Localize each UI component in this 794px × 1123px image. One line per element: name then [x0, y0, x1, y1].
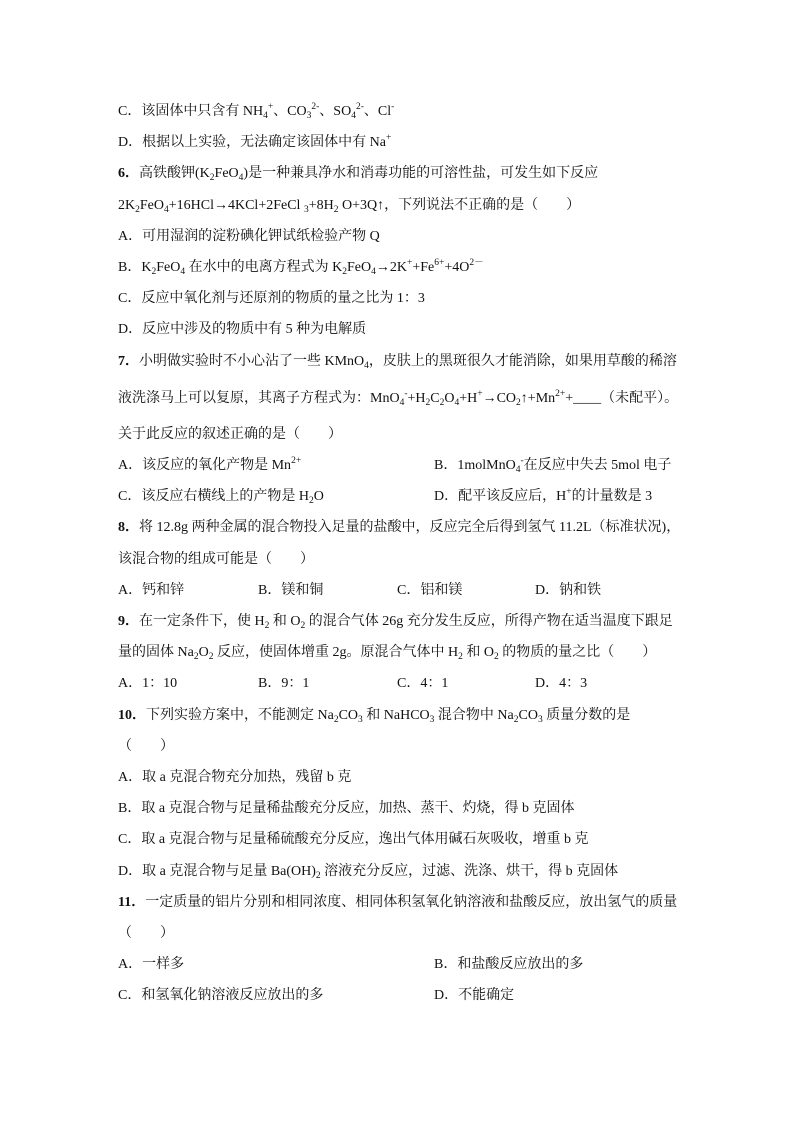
- text-run: 、Cl: [363, 104, 392, 119]
- text-run: 、CO: [273, 104, 307, 119]
- subscript: 4: [180, 266, 186, 277]
- text-run: B．镁和铜: [258, 582, 324, 598]
- text-run: 高铁酸钾(K: [139, 166, 210, 182]
- subscript: 3: [303, 204, 309, 215]
- superscript: +: [267, 102, 274, 112]
- question-options: [118, 762, 794, 887]
- text-run: 在水中的电离方程式为 K: [185, 259, 343, 275]
- subscript: 2: [333, 204, 339, 215]
- question-9: [118, 606, 794, 700]
- question-number: 6．: [118, 166, 139, 182]
- text-run: +8H: [308, 197, 334, 213]
- text-run: CO: [518, 707, 538, 723]
- text-run: 液洗涤马上可以复原，其离子方程式为：MnO: [118, 390, 400, 406]
- text-run: 、SO: [319, 104, 352, 119]
- subscript: 4: [371, 266, 376, 277]
- question-options: [118, 450, 794, 512]
- text-run: D．反应中涉及的物质中有 5 种为电解质: [118, 322, 367, 338]
- question-options: [118, 575, 794, 606]
- text-run: D．取 a 克混合物与足量 Ba(OH): [118, 863, 316, 879]
- option-d: [535, 668, 675, 699]
- text-run: A．1：10: [118, 676, 178, 692]
- option-b: [258, 668, 397, 699]
- question-stem-line: [118, 731, 794, 762]
- option-a: [118, 575, 258, 606]
- option-c: [397, 575, 535, 606]
- question-stem-line: [118, 190, 794, 221]
- text-run: +4O: [444, 259, 470, 275]
- option-a: [118, 949, 434, 980]
- question-options: [118, 221, 794, 346]
- subscript: 3: [429, 714, 435, 725]
- text-run: A．一样多: [118, 957, 185, 973]
- subscript: 2: [513, 714, 519, 725]
- option-d: [118, 314, 794, 345]
- option-b: [118, 252, 794, 283]
- text-run: O+3Q↑，下列说法不正确的是（ ）: [338, 197, 581, 213]
- text-run: +Fe: [412, 259, 435, 275]
- superscript: 2-: [311, 102, 320, 112]
- subscript: 2: [208, 652, 214, 663]
- text-run: C．取 a 克混合物与足量稀硫酸充分反应，逸出气体用碱石灰吸收，增重 b 克: [118, 832, 589, 848]
- text-run: 和 O: [462, 645, 494, 661]
- subscript: 2: [151, 266, 157, 277]
- text-run: FeO: [346, 259, 372, 275]
- subscript: 2: [333, 714, 339, 725]
- question-stem-line: [118, 887, 794, 918]
- question-stem-line: [118, 419, 794, 450]
- text-run: FeO: [214, 166, 239, 182]
- text-run: D．根据以上实验，无法确定该固体中有 Na: [118, 135, 386, 151]
- text-run: 和 NaHCO: [362, 707, 430, 723]
- option-a: [118, 668, 258, 699]
- subscript: 4: [515, 465, 521, 476]
- subscript: 4: [164, 204, 169, 215]
- text-run: +: [565, 390, 574, 406]
- text-run: D．钠和铁: [535, 582, 602, 598]
- subscript: 2: [264, 621, 270, 631]
- text-run: B．取 a 克混合物与足量稀盐酸充分反应，加热、蒸干、灼烧，得 b 克固体: [118, 801, 575, 817]
- text-run: 2K: [118, 197, 136, 213]
- text-run: C．4：1: [397, 676, 449, 692]
- text-run: A．该反应的氧化产物是 Mn: [118, 458, 292, 474]
- text-run: D．4：3: [535, 676, 588, 692]
- text-run: 质量分数的是: [542, 707, 631, 723]
- question-number: 7．: [118, 353, 139, 369]
- option-b: [434, 949, 734, 980]
- text-run: A．取 a 克混合物充分加热，残留 b 克: [118, 769, 352, 785]
- subscript: 3: [358, 714, 363, 725]
- subscript: 2: [439, 397, 445, 408]
- question-stem-line: [118, 346, 794, 377]
- option-b: [258, 575, 397, 606]
- superscript: +: [406, 257, 413, 268]
- option-b: [118, 793, 794, 824]
- question-options: [118, 949, 794, 1011]
- text-run: C: [430, 390, 440, 406]
- text-run: （ ）: [118, 925, 174, 941]
- question-7: [118, 346, 794, 513]
- text-run: O: [444, 390, 455, 406]
- superscript: 2+: [555, 388, 566, 399]
- subscript: 4: [263, 111, 268, 121]
- text-run: O: [198, 645, 209, 661]
- question-options: [118, 668, 794, 699]
- question-stem-line: [118, 637, 794, 668]
- superscript: 2－: [469, 257, 484, 268]
- text-run: 小明做实验时不小心沾了一些 KMnO: [139, 353, 365, 369]
- option-a: [118, 762, 794, 793]
- text-run: A．可用湿润的淀粉碘化钾试纸检验产物 Q: [118, 228, 380, 244]
- superscript: +: [477, 388, 483, 399]
- text-run: →CO: [482, 390, 517, 406]
- text-run: +H: [459, 390, 478, 406]
- text-run: C．铝和镁: [397, 582, 463, 598]
- option-c: [118, 481, 434, 512]
- text-run: 的计量数是 3: [571, 489, 653, 505]
- text-run: +16HCl→4KCl+2FeCl: [168, 197, 304, 213]
- subscript: 2: [300, 621, 306, 631]
- text-run: 混合物中 Na: [434, 707, 514, 723]
- text-run: 将 12.8g 两种金属的混合物投入足量的盐酸中，反应完全后得到氢气 11.2L（标准状况)，: [139, 520, 681, 536]
- text-run: B．和盐酸反应放出的多: [434, 957, 584, 973]
- option-c: [118, 824, 794, 855]
- text-run: B．1molMnO: [434, 458, 516, 474]
- superscript: -: [404, 388, 408, 399]
- option-d: [434, 481, 734, 512]
- question-stem-line: [118, 606, 794, 637]
- subscript: 2: [342, 266, 347, 277]
- subscript: 3: [306, 111, 312, 121]
- text-run: （未配平）。: [601, 390, 679, 406]
- text-run: C．和氢氧化钠溶液反应放出的多: [118, 988, 324, 1004]
- text-run: +H: [407, 390, 426, 406]
- option-a: [118, 450, 434, 481]
- text-run: B．9：1: [258, 676, 310, 692]
- question-8: [118, 512, 794, 606]
- text-run: B．K: [118, 259, 152, 275]
- superscript: 2+: [291, 456, 302, 467]
- question-stem-line: [118, 544, 794, 575]
- option-c: [118, 283, 794, 314]
- superscript: +: [566, 487, 572, 498]
- superscript: -: [520, 456, 524, 467]
- text-run: C．该固体中只含有 NH: [118, 104, 264, 119]
- text-run: 该混合物的组成可能是（ ）: [118, 551, 314, 567]
- subscript: 2: [193, 652, 199, 663]
- text-run: D．配平该反应后，H: [434, 489, 567, 505]
- text-run: ，皮肤上的黑斑很久才能消除，如果用草酸的稀溶: [368, 353, 677, 369]
- text-run: 的物质的量之比（ ）: [498, 645, 657, 661]
- subscript: 3: [537, 714, 543, 725]
- text-run: A．钙和锌: [118, 582, 185, 598]
- option-d: [434, 980, 734, 1011]
- text-run: 反应，使固体增重 2g。原混合气体中 H: [213, 645, 459, 661]
- text-run: )是一种兼具净水和消毒功能的可溶性盐，可发生如下反应: [243, 166, 599, 182]
- option-c: [118, 96, 794, 127]
- question-5-options-continued: [118, 96, 794, 158]
- option-d: [118, 856, 794, 887]
- answer-blank: ____: [573, 390, 602, 406]
- option-d: [535, 575, 675, 606]
- subscript: 4: [399, 397, 405, 408]
- text-run: 下列实验方案中，不能测定 Na: [146, 707, 334, 723]
- question-number: 10．: [118, 707, 146, 723]
- superscript: 6+: [434, 257, 445, 268]
- option-d: [118, 127, 794, 158]
- text-run: 一定质量的铝片分别和相同浓度、相同体积氢氧化钠溶液和盐酸反应，放出氢气的质量: [145, 894, 678, 910]
- text-run: FeO: [139, 197, 164, 213]
- text-run: 在一定条件下，使 H: [139, 614, 265, 629]
- text-run: C．反应中氧化剂与还原剂的物质的量之比为 1：3: [118, 291, 425, 307]
- question-stem-line: [118, 700, 794, 731]
- superscript: -: [391, 102, 395, 112]
- subscript: 4: [364, 360, 369, 371]
- text-run: 和 O: [269, 614, 301, 629]
- superscript: 2-: [355, 102, 364, 112]
- question-stem-line: [118, 158, 794, 189]
- subscript: 4: [351, 111, 356, 121]
- text-run: 的混合气体 26g 充分发生反应，所得产物在适当温度下跟足: [305, 614, 673, 629]
- text-run: →2K: [375, 259, 407, 275]
- text-run: （ ）: [118, 738, 174, 754]
- option-a: [118, 221, 794, 252]
- subscript: 4: [238, 173, 244, 184]
- question-number: 9．: [118, 614, 139, 629]
- question-6: [118, 158, 794, 345]
- text-run: ↑+Mn: [520, 390, 556, 406]
- text-run: 关于此反应的叙述正确的是（ ）: [118, 426, 342, 442]
- question-10: [118, 700, 794, 887]
- subscript: 2: [458, 652, 463, 663]
- subscript: 2: [135, 204, 140, 215]
- subscript: 2: [308, 496, 314, 507]
- option-c: [118, 980, 434, 1011]
- question-stem-line: [118, 918, 794, 949]
- question-stem-line: [118, 383, 794, 414]
- text-run: O: [313, 489, 324, 505]
- option-c: [397, 668, 535, 699]
- option-b: [434, 450, 734, 481]
- text-run: 溶液充分反应，过滤、洗涤、烘干，得 b 克固体: [320, 863, 619, 879]
- subscript: 2: [425, 397, 431, 408]
- subscript: 2: [493, 652, 499, 663]
- superscript: +: [385, 133, 392, 144]
- text-run: 量的固体 Na: [118, 645, 194, 661]
- subscript: 2: [315, 870, 321, 881]
- text-run: FeO: [156, 259, 181, 275]
- question-number: 8．: [118, 520, 139, 536]
- text-run: C．该反应右横线上的产物是 H: [118, 489, 309, 505]
- text-run: D．不能确定: [434, 988, 515, 1004]
- text-run: CO: [338, 707, 359, 723]
- question-stem-line: [118, 512, 794, 543]
- text-run: 在反应中失去 5mol 电子: [523, 458, 672, 474]
- subscript: 4: [454, 397, 460, 408]
- question-number: 11．: [118, 894, 146, 910]
- question-11: [118, 887, 794, 1012]
- subscript: 2: [516, 397, 521, 408]
- subscript: 2: [209, 173, 215, 184]
